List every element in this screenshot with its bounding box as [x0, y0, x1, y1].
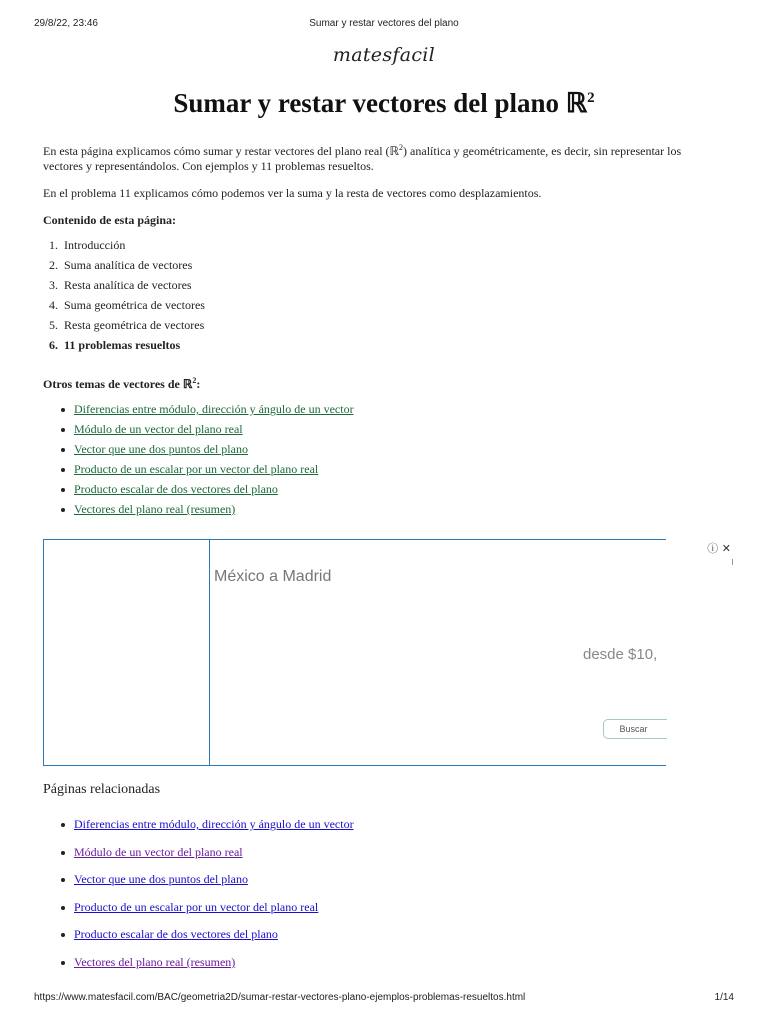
print-datetime: 29/8/22, 23:46 — [34, 18, 98, 29]
page-title-text: Sumar y restar vectores del plano ℝ — [173, 88, 588, 118]
intro-p1-start: En esta página explicamos cómo sumar y restar vectores del plano real (ℝ — [43, 144, 400, 158]
related-link[interactable]: Vector que une dos puntos del plano — [74, 872, 248, 887]
toc-heading: Contenido de esta página: — [43, 213, 177, 227]
related-link[interactable]: Diferencias entre módulo, dirección y ángulo de un vector — [74, 817, 354, 831]
other-topics-list — [61, 402, 718, 517]
topic-link[interactable]: Vectores del plano real (resumen) — [74, 502, 236, 516]
related-link[interactable]: Producto de un escalar por un vector del plano real — [74, 899, 319, 914]
list-item — [61, 845, 718, 873]
intro-paragraph-2: En el problema 11 explicamos cómo podemos ver la suma y la resta de vectores como desplazamientos. — [43, 186, 542, 200]
toc-item[interactable]: 4. Suma geométrica de vectores — [61, 298, 718, 313]
ad-route-text[interactable]: México a Madrid — [214, 568, 332, 585]
ad-edge-mark — [732, 559, 733, 565]
list-item — [61, 422, 718, 437]
ad-divider — [209, 539, 210, 766]
other-topics-heading-exponent: 2 — [192, 376, 197, 385]
toc-item[interactable]: 1. Introducción — [61, 238, 718, 253]
topic-link[interactable]: Producto de un escalar por un vector del plano real — [74, 462, 319, 476]
ad-frame — [43, 539, 666, 766]
related-list — [61, 817, 718, 983]
toc-item[interactable]: 6. 11 problemas resueltos — [61, 338, 718, 353]
related-pages — [43, 782, 718, 983]
topic-link[interactable]: Vector que une dos puntos del plano — [74, 442, 248, 456]
print-page-number: 1/14 — [714, 992, 734, 1003]
intro-paragraph-1 — [43, 140, 718, 174]
print-title: Sumar y restar vectores del plano — [309, 18, 459, 29]
toc-item[interactable]: 3. Resta analítica de vectores — [61, 278, 718, 293]
list-item — [61, 442, 718, 457]
intro-p1-exponent: 2 — [399, 143, 404, 152]
list-item — [61, 900, 718, 928]
print-header — [34, 18, 734, 32]
related-link[interactable]: Vectores del plano real (resumen) — [74, 954, 236, 969]
topic-link[interactable]: Diferencias entre módulo, dirección y ángulo de un vector — [74, 402, 354, 416]
other-topics-heading-colon: : — [196, 377, 201, 391]
list-item — [61, 927, 718, 955]
page-title-exponent: 2 — [587, 90, 595, 106]
toc-item[interactable]: 2. Suma analítica de vectores — [61, 258, 718, 273]
topic-link[interactable]: Producto escalar de dos vectores del plano — [74, 482, 278, 496]
print-footer — [34, 992, 734, 1006]
list-item — [61, 872, 718, 900]
list-item — [61, 482, 718, 497]
list-item — [61, 817, 718, 845]
site-logo[interactable]: matesfacil — [332, 44, 436, 66]
intro-p1-end: ) analítica y geométricamente, es decir, sin representar los vectores y representándolos. Con ejemplos y 11 problemas resueltos. — [43, 144, 682, 173]
other-topics-heading-text: Otros temas de vectores de ℝ — [43, 377, 193, 391]
ad-price-text: desde $10, — [583, 646, 658, 663]
other-topics-heading — [43, 373, 718, 392]
list-item — [61, 462, 718, 477]
toc-item[interactable]: 5. Resta geométrica de vectores — [61, 318, 718, 333]
main-content — [43, 140, 718, 522]
print-url: https://www.matesfacil.com/BAC/geometria2D/sumar-restar-vectores-plano-ejemplos-problemas-resueltos.html — [34, 992, 526, 1003]
toc-list — [61, 238, 718, 353]
topic-link[interactable]: Módulo de un vector del plano real — [74, 422, 243, 436]
related-heading: Páginas relacionadas — [43, 782, 161, 797]
related-link[interactable]: Producto escalar de dos vectores del plano — [74, 927, 278, 942]
advertisement-banner[interactable] — [43, 539, 733, 766]
page-title — [0, 88, 768, 119]
related-link[interactable]: Módulo de un vector del plano real — [74, 844, 243, 859]
list-item — [61, 955, 718, 983]
list-item — [61, 502, 718, 517]
list-item — [61, 402, 718, 417]
ad-close-icon[interactable]: ⓘ ✕ — [707, 542, 731, 555]
ad-search-button[interactable]: Buscar — [603, 719, 667, 739]
